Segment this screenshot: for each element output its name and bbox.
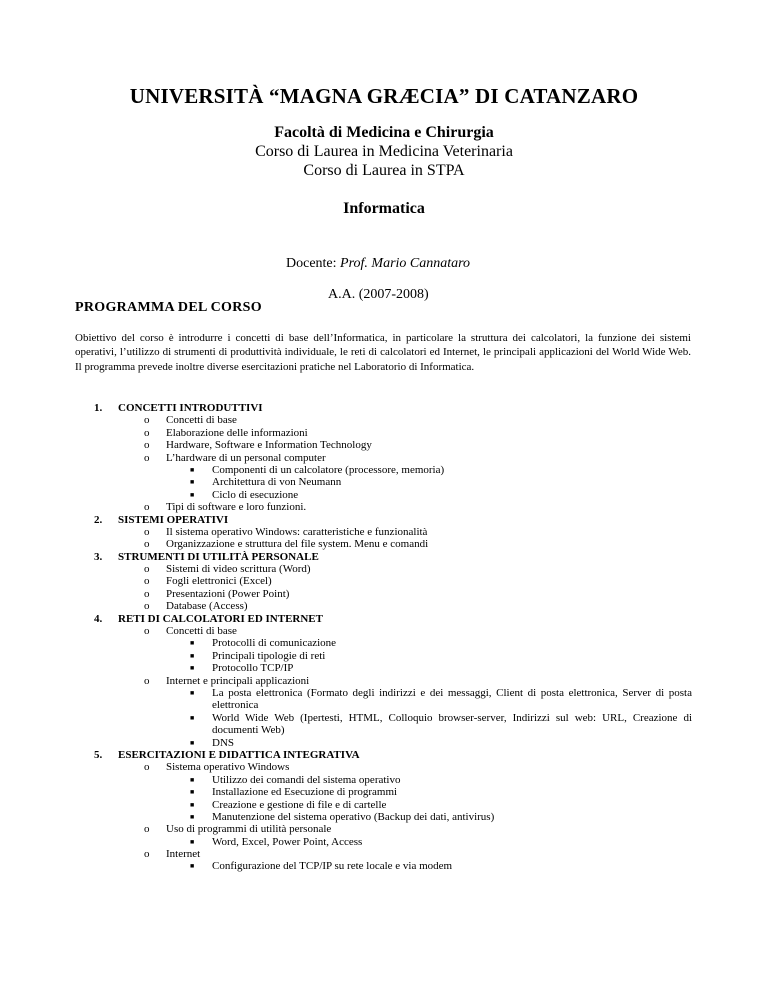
sub-list-item [0, 811, 768, 823]
list-item-text: Sistema operativo Windows [166, 761, 290, 774]
section-number: 1. [94, 402, 103, 414]
sub-list-item [0, 774, 768, 786]
circle-bullet-icon: o [144, 625, 150, 638]
sub-list-item [0, 476, 768, 488]
sub-list-item [0, 637, 768, 649]
circle-bullet-icon: o [144, 525, 150, 538]
square-bullet-icon: ■ [190, 837, 195, 846]
sub-list-item-text: Principali tipologie di reti [212, 649, 326, 662]
list-item-text: Presentazioni (Power Point) [166, 587, 290, 600]
section-title: STRUMENTI DI UTILITÀ PERSONALE [118, 550, 319, 563]
square-bullet-icon: ■ [190, 738, 195, 747]
circle-bullet-icon: o [144, 426, 150, 439]
circle-bullet-icon: o [144, 414, 150, 427]
programma-heading: PROGRAMMA DEL CORSO [75, 300, 262, 315]
university-title: UNIVERSITÀ “MAGNA GRÆCIA” DI CATANZARO [129, 84, 639, 108]
circle-bullet-icon: o [144, 439, 150, 452]
sub-list-item-text: World Wide Web (Ipertesti, HTML, Colloquio browser-server, Indirizzi sul web: URL, Creazione di documenti Web) [212, 711, 692, 737]
sub-list-item [0, 650, 768, 662]
sub-list-item-text: Protocolli di comunicazione [212, 637, 337, 650]
list-item [0, 427, 768, 439]
list-item-text: Fogli elettronici (Excel) [166, 575, 272, 588]
section-title: ESERCITAZIONI E DIDATTICA INTEGRATIVA [118, 748, 360, 761]
program-list [0, 402, 768, 873]
circle-bullet-icon: o [144, 600, 150, 613]
list-item [0, 526, 768, 538]
list-item [0, 501, 768, 513]
list-item-text: Organizzazione e struttura del file system. Menu e comandi [166, 538, 429, 551]
list-item-text: Il sistema operativo Windows: caratteristiche e funzionalità [166, 525, 428, 538]
docente-line [286, 256, 470, 272]
list-item-text: Uso di programmi di utilità personale [166, 823, 332, 836]
list-item-text: Database (Access) [166, 600, 248, 613]
sub-list-item-text: Word, Excel, Power Point, Access [212, 835, 363, 848]
list-item-text: Sistemi di video scrittura (Word) [166, 563, 311, 576]
square-bullet-icon: ■ [190, 490, 195, 499]
sub-list-item [0, 836, 768, 848]
course-name-1: Corso di Laurea in Medicina Veterinaria [255, 143, 513, 160]
square-bullet-icon: ■ [190, 478, 195, 487]
docente-name: Prof. Mario Cannataro [340, 256, 471, 271]
sub-list-item [0, 860, 768, 872]
square-bullet-icon: ■ [190, 465, 195, 474]
circle-bullet-icon: o [144, 538, 150, 551]
list-item [0, 538, 768, 550]
sub-list-item [0, 662, 768, 674]
section-number: 2. [94, 513, 103, 526]
section-title: CONCETTI INTRODUTTIVI [118, 402, 263, 414]
sub-list-item-text: Utilizzo dei comandi del sistema operativo [212, 773, 401, 786]
course-name-2: Corso di Laurea in STPA [303, 162, 465, 179]
list-item-text: Elaborazione delle informazioni [166, 426, 308, 439]
sub-list-item [0, 464, 768, 476]
list-item-text: Concetti di base [166, 625, 237, 638]
sub-list-item-text: Creazione e gestione di file e di cartelle [212, 798, 387, 811]
list-item-text: Hardware, Software e Information Technology [166, 439, 372, 452]
circle-bullet-icon: o [144, 674, 150, 687]
list-item-text: Concetti di base [166, 414, 237, 427]
sub-list-item-text: La posta elettronica (Formato degli indirizzi e dei messaggi, Client di posta elettronica, Server di posta elettronica [212, 686, 692, 712]
sub-list-item-text: Protocollo TCP/IP [212, 662, 294, 675]
sub-list-item [0, 712, 768, 737]
sub-list-item-text: Configurazione del TCP/IP su rete locale e via modem [212, 860, 453, 873]
circle-bullet-icon: o [144, 575, 150, 588]
sub-list-item [0, 799, 768, 811]
section-number: 4. [94, 612, 103, 625]
sub-list-item [0, 687, 768, 712]
circle-bullet-icon: o [144, 761, 150, 774]
section-number: 3. [94, 550, 103, 563]
section-title: SISTEMI OPERATIVI [118, 513, 229, 526]
list-item [0, 675, 768, 687]
section-heading [0, 749, 768, 761]
academic-year: A.A. (2007-2008) [328, 287, 429, 302]
list-item [0, 452, 768, 464]
section-heading [0, 551, 768, 563]
square-bullet-icon: ■ [190, 688, 195, 697]
list-item [0, 848, 768, 860]
section-heading [0, 514, 768, 526]
sub-list-item-text: Ciclo di esecuzione [212, 488, 299, 501]
sub-list-item-text: Componenti di un calcolatore (processore, memoria) [212, 463, 445, 476]
list-item-text: Tipi di software e loro funzioni. [166, 501, 307, 514]
list-item [0, 588, 768, 600]
sub-list-item-text: Installazione ed Esecuzione di programmi [212, 786, 398, 799]
section-title: RETI DI CALCOLATORI ED INTERNET [118, 612, 323, 625]
list-item [0, 625, 768, 637]
sub-list-item-text: DNS [212, 736, 235, 749]
list-item-text: Internet [166, 848, 201, 861]
section-number: 5. [94, 748, 103, 761]
list-item [0, 414, 768, 426]
list-item [0, 761, 768, 773]
circle-bullet-icon: o [144, 848, 150, 861]
sub-list-item-text: Manutenzione del sistema operativo (Backup dei dati, antivirus) [212, 810, 495, 823]
sub-list-item [0, 737, 768, 749]
faculty-name: Facoltà di Medicina e Chirurgia [274, 124, 494, 141]
list-item [0, 439, 768, 451]
square-bullet-icon: ■ [190, 812, 195, 821]
list-item-text: L’hardware di un personal computer [166, 451, 326, 464]
list-item-text: Internet e principali applicazioni [166, 674, 310, 687]
square-bullet-icon: ■ [190, 775, 195, 784]
sub-list-item-text: Architettura di von Neumann [212, 476, 342, 489]
section-heading [0, 613, 768, 625]
list-item [0, 575, 768, 587]
square-bullet-icon: ■ [190, 651, 195, 660]
circle-bullet-icon: o [144, 563, 150, 576]
list-item [0, 823, 768, 835]
course-objective: Obiettivo del corso è introdurre i concetti di base dell’Informatica, in particolare la struttura dei calcolatori, la funzione dei sistemi operativi, l’utilizzo di strumenti di produttività individuale, le reti di calcolatori ed Internet, le principali applicazioni del World Wide Web. Il programma prevede inoltre diverse esercitazioni pratiche nel Laboratorio di Informatica. [75, 332, 691, 373]
square-bullet-icon: ■ [190, 788, 195, 797]
docente-label: Docente: [286, 256, 341, 271]
square-bullet-icon: ■ [190, 713, 195, 722]
square-bullet-icon: ■ [190, 639, 195, 648]
circle-bullet-icon: o [144, 501, 150, 514]
square-bullet-icon: ■ [190, 862, 195, 871]
sub-list-item [0, 489, 768, 501]
section-heading [0, 402, 768, 414]
square-bullet-icon: ■ [190, 664, 195, 673]
circle-bullet-icon: o [144, 587, 150, 600]
sub-list-item [0, 786, 768, 798]
list-item [0, 563, 768, 575]
circle-bullet-icon: o [144, 451, 150, 464]
list-item [0, 600, 768, 612]
subject-title: Informatica [343, 200, 425, 217]
square-bullet-icon: ■ [190, 800, 195, 809]
circle-bullet-icon: o [144, 823, 150, 836]
